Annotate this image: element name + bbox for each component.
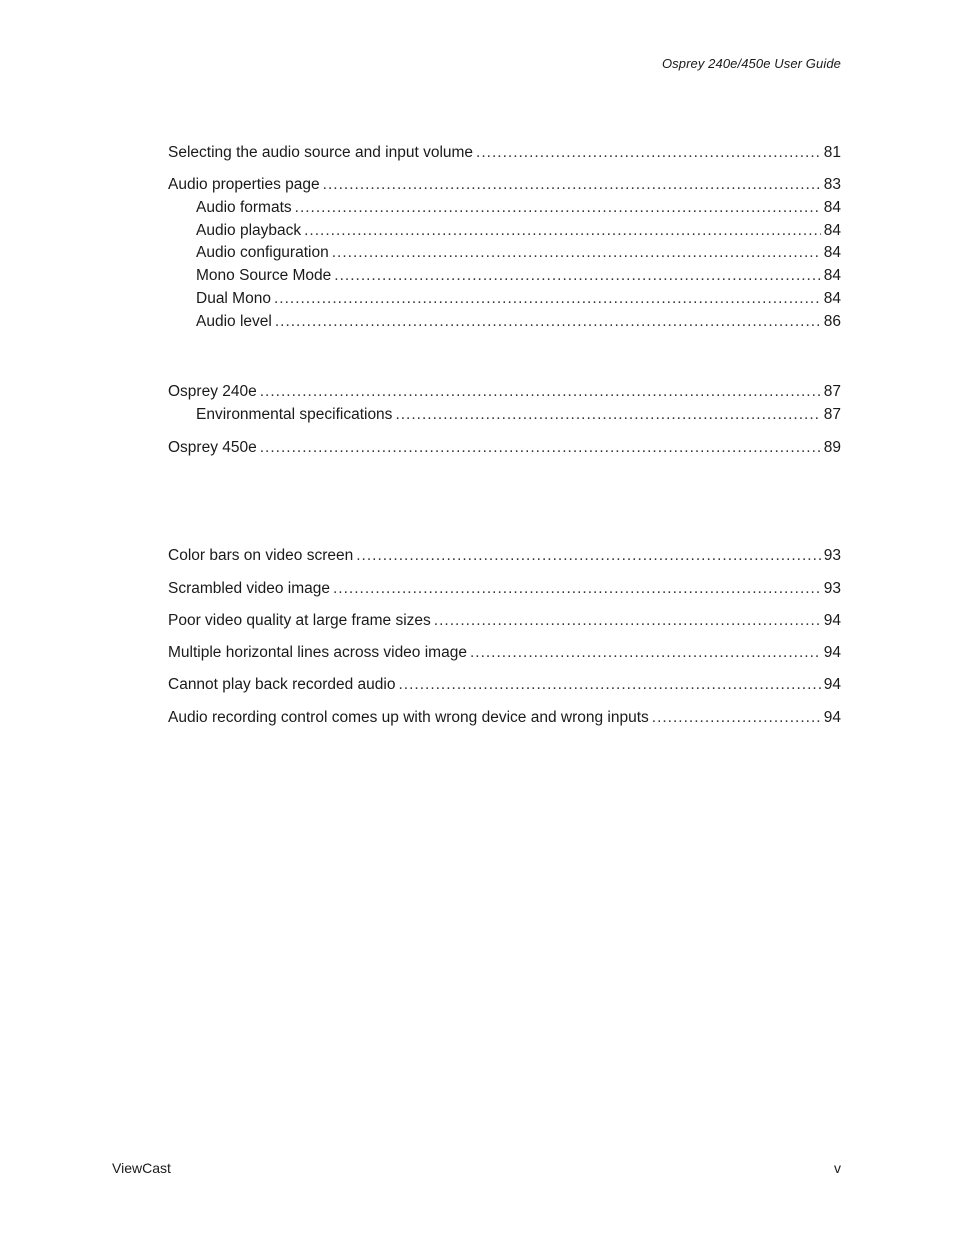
toc-entry-label: Audio properties page <box>168 176 320 193</box>
toc-entry-label: Cannot play back recorded audio <box>168 676 396 693</box>
dot-leader <box>470 642 821 664</box>
toc-entry[interactable] <box>168 437 841 459</box>
toc-entry[interactable] <box>168 142 841 164</box>
toc-entry-page: 94 <box>823 676 841 693</box>
toc-entry[interactable] <box>168 610 841 632</box>
dot-leader <box>295 197 821 219</box>
toc-entry-label: Audio configuration <box>196 244 329 261</box>
dot-leader <box>274 288 821 310</box>
toc-entry-page: 87 <box>823 406 841 423</box>
dot-leader <box>356 545 821 567</box>
footer-page-number: v <box>834 1160 841 1176</box>
toc-subentry[interactable] <box>196 311 841 333</box>
toc-entry-page: 89 <box>823 439 841 456</box>
toc-entry-label: Color bars on video screen <box>168 547 354 564</box>
toc-entry-page: 93 <box>823 547 841 564</box>
toc-entry-label: Audio formats <box>196 199 292 216</box>
dot-leader <box>260 381 821 403</box>
dot-leader <box>434 610 821 632</box>
toc-entry-label: Selecting the audio source and input volume <box>168 144 474 161</box>
toc-entry-label: Poor video quality at large frame sizes <box>168 612 431 629</box>
dot-leader <box>332 242 821 264</box>
toc-entry-label: Osprey 240e <box>168 383 257 400</box>
toc-entry-page: 86 <box>823 313 841 330</box>
dot-leader <box>275 311 821 333</box>
toc-entry-page: 84 <box>823 267 841 284</box>
toc-subentry[interactable] <box>196 288 841 310</box>
toc-entry-label: Environmental specifications <box>196 406 393 423</box>
toc-entry-label: Mono Source Mode <box>196 267 332 284</box>
toc-entry-label: Scrambled video image <box>168 580 330 597</box>
toc-subentry[interactable] <box>196 242 841 264</box>
toc-entry-label: Osprey 450e <box>168 439 257 456</box>
toc-entry-page: 83 <box>823 176 841 193</box>
toc-entry[interactable] <box>168 381 841 403</box>
toc-entry[interactable] <box>168 174 841 196</box>
toc-entry-label: Audio playback <box>196 222 302 239</box>
dot-leader <box>260 437 821 459</box>
dot-leader <box>333 578 821 600</box>
toc-entry[interactable] <box>168 578 841 600</box>
toc-entry-label: Dual Mono <box>196 290 271 307</box>
toc-entry-page: 87 <box>823 383 841 400</box>
toc-entry-page: 81 <box>823 144 841 161</box>
footer-company: ViewCast <box>112 1160 171 1176</box>
toc-subentry[interactable] <box>196 197 841 219</box>
toc-entry-page: 94 <box>823 709 841 726</box>
dot-leader <box>395 404 820 426</box>
toc-subentry[interactable] <box>196 220 841 242</box>
toc-entry-page: 84 <box>823 244 841 261</box>
dot-leader <box>476 142 821 164</box>
dot-leader <box>334 265 820 287</box>
toc-entry-page: 94 <box>823 644 841 661</box>
toc-entry[interactable] <box>168 545 841 567</box>
toc-entry[interactable] <box>168 642 841 664</box>
toc-entry-page: 84 <box>823 222 841 239</box>
toc-entry[interactable] <box>168 674 841 696</box>
dot-leader <box>398 674 820 696</box>
dot-leader <box>304 220 821 242</box>
toc-subentry[interactable] <box>196 404 841 426</box>
toc-entry-label: Audio recording control comes up with wrong device and wrong inputs <box>168 709 649 726</box>
toc-entry-label: Multiple horizontal lines across video image <box>168 644 467 661</box>
toc-entry-label: Audio level <box>196 313 272 330</box>
running-header-title: Osprey 240e/450e User Guide <box>661 56 841 71</box>
toc-entry-page: 84 <box>823 290 841 307</box>
toc-entry[interactable] <box>168 707 841 729</box>
toc-entry-page: 84 <box>823 199 841 216</box>
toc-entry-page: 93 <box>823 580 841 597</box>
dot-leader <box>323 174 821 196</box>
toc-entry-page: 94 <box>823 612 841 629</box>
dot-leader <box>652 707 821 729</box>
toc-subentry[interactable] <box>196 265 841 287</box>
